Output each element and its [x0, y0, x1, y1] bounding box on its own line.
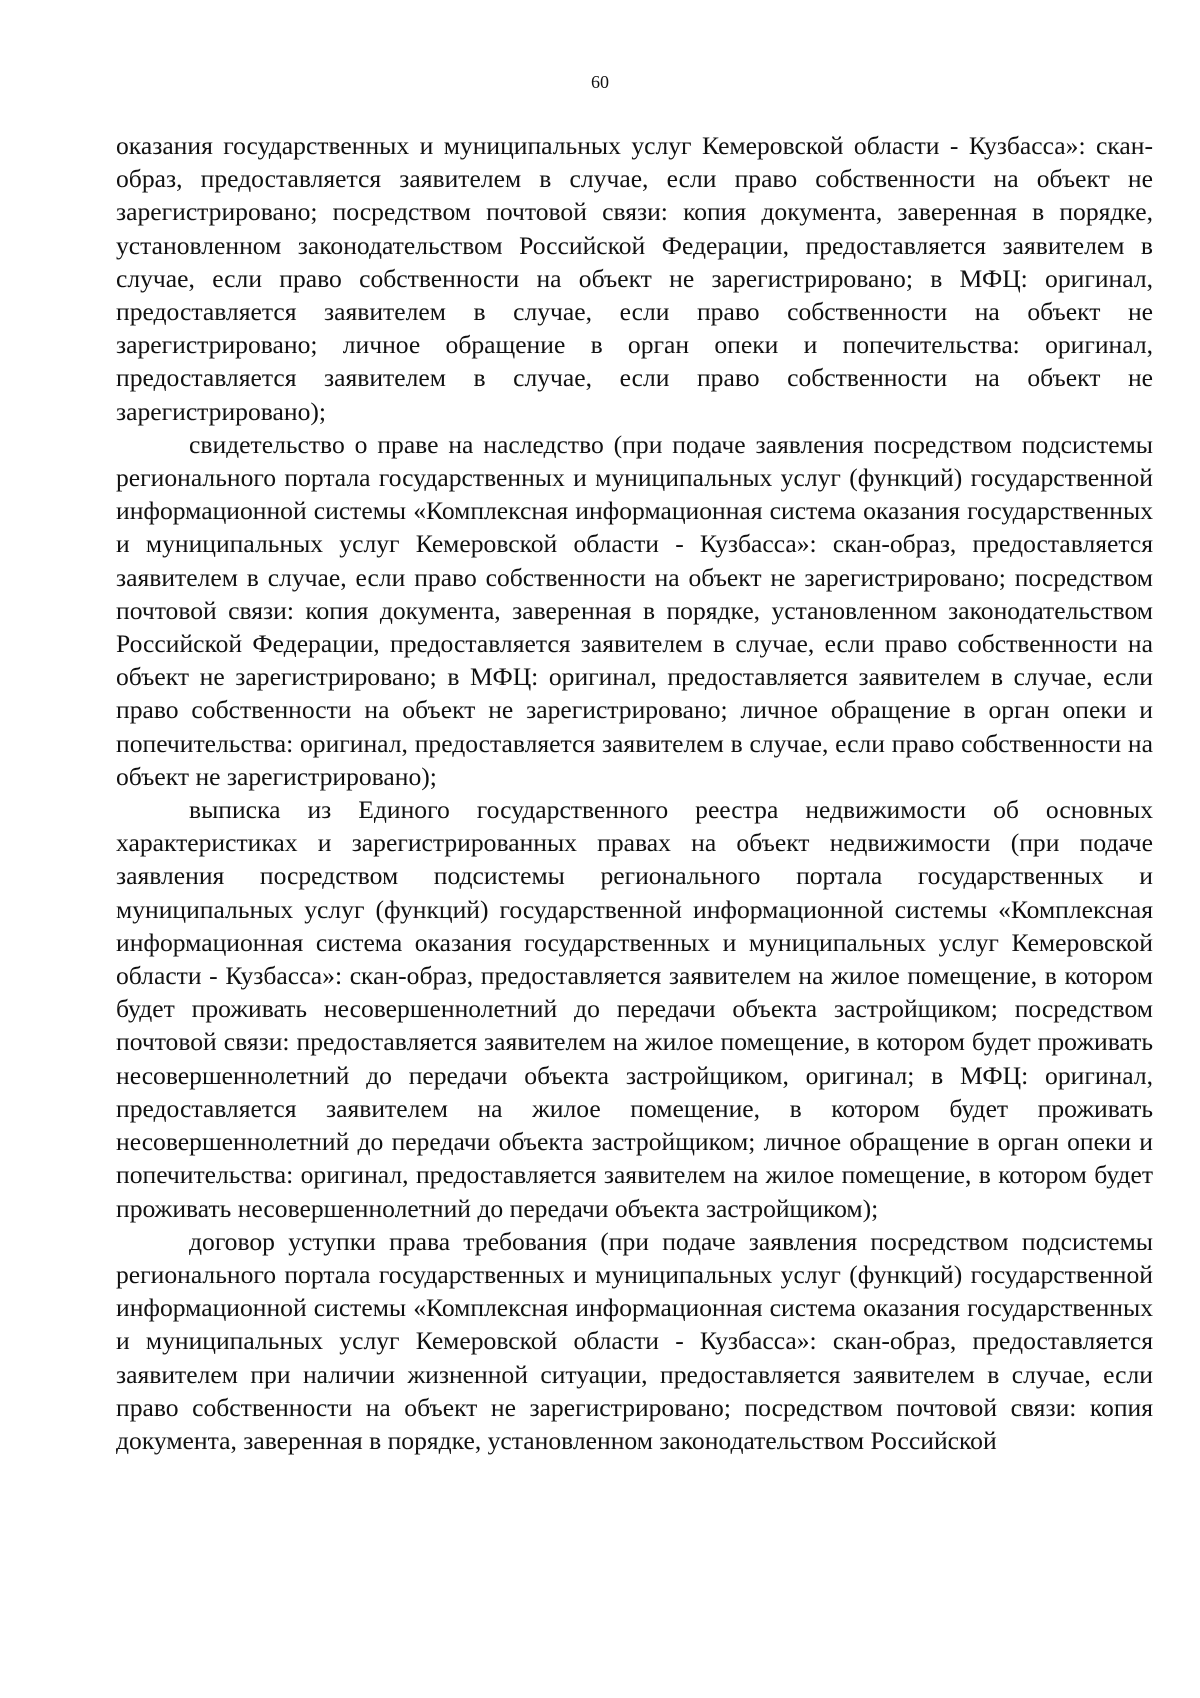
page-number: 60 [591, 72, 609, 92]
paragraph-registry-extract: выписка из Единого государственного реестра недвижимости об основных характеристиках и зарегистрированных правах на объект недвижимости (при подаче заявления посредством подсистемы регионального портала государственных и муниципальных услуг (функций) государственной информационной системы «Комплексная информационная система оказания государственных и муниципальных услуг Кемеровской области - Кузбасса»: скан-образ, предоставляется заявителем на жилое помещение, в котором будет проживать несовершеннолетний до передачи объекта застройщиком; посредством почтовой связи: предоставляется заявителем на жилое помещение, в котором будет проживать несовершеннолетний до передачи объекта застройщиком, оригинал; в МФЦ: оригинал, предоставляется заявителем на жилое помещение, в котором будет проживать несовершеннолетний до передачи объекта застройщиком; личное обращение в орган опеки и попечительства: оригинал, предоставляется заявителем на жилое помещение, в котором будет проживать несовершеннолетний до передачи объекта застройщиком); [116, 795, 1153, 1223]
paragraph-assignment-agreement: договор уступки права требования (при подаче заявления посредством подсистемы регионального портала государственных и муниципальных услуг (функций) государственной информационной системы «Комплексная информационная система оказания государственных и муниципальных услуг Кемеровской области - Кузбасса»: скан-образ, предоставляется заявителем при наличии жизненной ситуации, предоставляется заявителем в случае, если право собственности на объект не зарегистрировано; посредством почтовой связи: копия документа, заверенная в порядке, установленном законодательством Российской [116, 1226, 1153, 1455]
document-body [116, 129, 1153, 1457]
paragraph-inheritance-certificate: свидетельство о праве на наследство (при подаче заявления посредством подсистемы регионального портала государственных и муниципальных услуг (функций) государственной информационной системы «Комплексная информационная система оказания государственных и муниципальных услуг Кемеровской области - Кузбасса»: скан-образ, предоставляется заявителем в случае, если право собственности на объект не зарегистрировано; посредством почтовой связи: копия документа, заверенная в порядке, установленном законодательством Российской Федерации, предоставляется заявителем в случае, если право собственности на объект не зарегистрировано; в МФЦ: оригинал, предоставляется заявителем в случае, если право собственности на объект не зарегистрировано; личное обращение в орган опеки и попечительства: оригинал, предоставляется заявителем в случае, если право собственности на объект не зарегистрировано); [116, 429, 1153, 791]
paragraph-continuation: оказания государственных и муниципальных услуг Кемеровской области - Кузбасса»: скан-образ, предоставляется заявителем в случае, если право собственности на объект не зарегистрировано; посредством почтовой связи: копия документа, заверенная в порядке, установленном законодательством Российской Федерации, предоставляется заявителем в случае, если право собственности на объект не зарегистрировано; в МФЦ: оригинал, предоставляется заявителем в случае, если право собственности на объект не зарегистрировано; личное обращение в орган опеки и попечительства: оригинал, предоставляется заявителем в случае, если право собственности на объект не зарегистрировано); [116, 131, 1153, 426]
